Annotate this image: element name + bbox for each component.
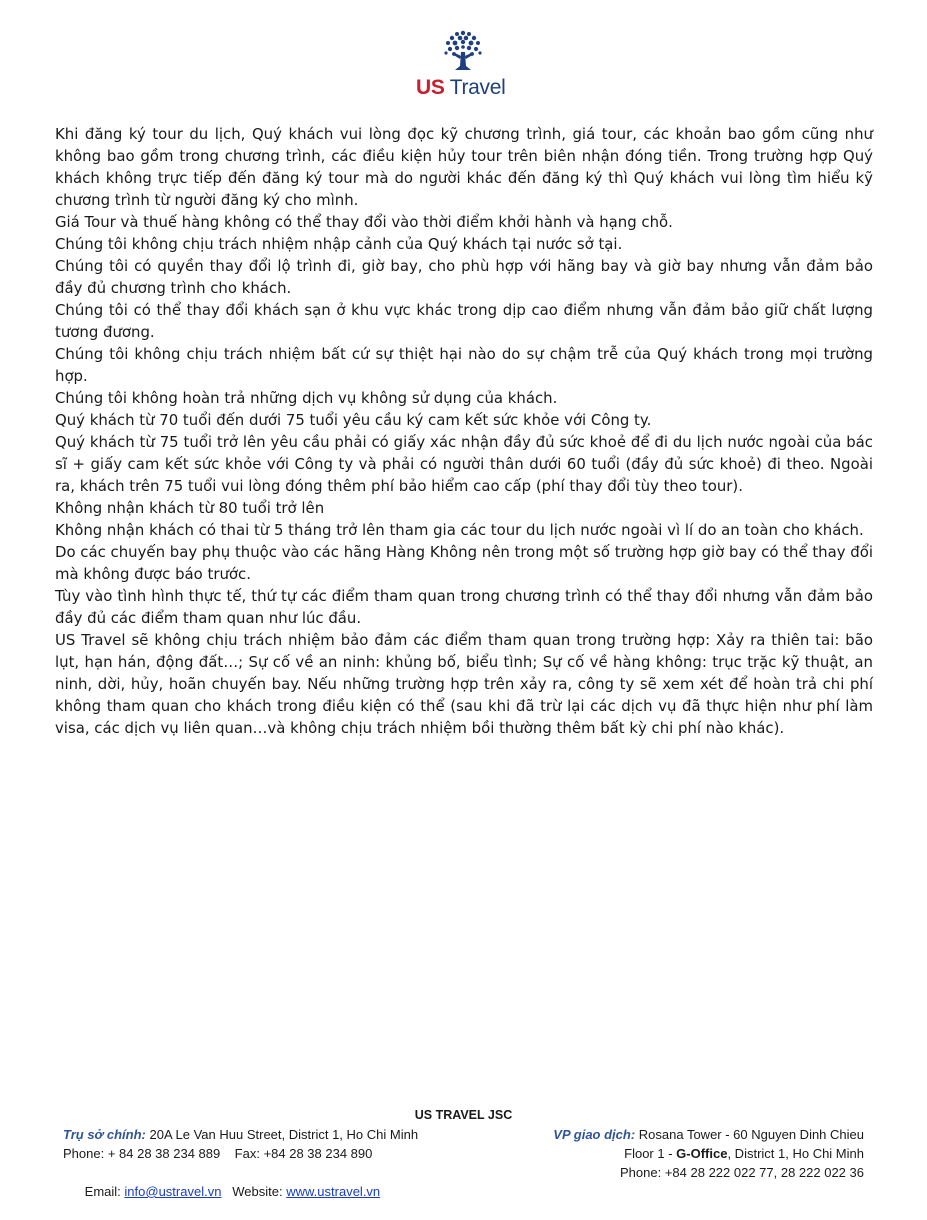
- phone-fax-line: Phone: + 84 28 38 234 889 Fax: +84 28 38 234 890: [63, 1146, 373, 1161]
- logo-wordmark: [416, 76, 506, 100]
- term-paragraph: Chúng tôi có quyền thay đổi lộ trình đi, giờ bay, cho phù hợp với hãng bay và giờ bay nhưng vẫn đảm bảo đầy đủ chương trình cho khách.: [55, 257, 873, 297]
- term-paragraph: Quý khách từ 75 tuổi trở lên yêu cầu phải có giấy xác nhận đầy đủ sức khoẻ để đi du lịch nước ngoài của bác sĩ + giấy cam kết sức khỏe với Công ty và phải có người thân dưới 60 tuổi (đầy đủ sức khoẻ) đi theo. Ngoài ra, khách trên 75 tuổi vui lòng đóng thêm phí bảo hiểm cao cấp (phí thay đổi tùy theo tour).: [55, 433, 873, 495]
- us-travel-logo: [412, 28, 522, 102]
- email-website-line: [63, 1163, 418, 1220]
- floor-line: [553, 1144, 864, 1163]
- term-paragraph: US Travel sẽ không chịu trách nhiệm bảo đảm các điểm tham quan trong trường hợp: Xảy ra thiên tai: bão lụt, hạn hán, động đất…; Sự cố về an ninh: khủng bố, biểu tình; Sự cố về hàng không: trục trặc kỹ thuật, an ninh, dời, hủy, hoãn chuyến bay. Nếu những trường hợp trên xảy ra, công ty sẽ xem xét để hoàn trả chi phí không tham quan cho khách trong điều kiện có thể (sau khi đã trừ lại các dịch vụ đã thực hiện như phí làm visa, các dịch vụ liên quan…và không chịu trách nhiệm bồi thường thêm bất kỳ chi phí nào khác).: [55, 631, 873, 737]
- logo-travel-text: Travel: [444, 76, 506, 99]
- term-paragraph: Do các chuyến bay phụ thuộc vào các hãng Hàng Không nên trong một số trường hợp giờ bay có thể thay đổi mà không được báo trước.: [55, 543, 873, 583]
- term-paragraph: Chúng tôi không chịu trách nhiệm nhập cảnh của Quý khách tại nước sở tại.: [55, 235, 623, 253]
- company-name: US TRAVEL JSC: [414, 1108, 513, 1122]
- term-paragraph: Chúng tôi không chịu trách nhiệm bất cứ sự thiệt hại nào do sự chậm trễ của Quý khách trong mọi trường hợp.: [55, 345, 873, 385]
- trading-phone-line: Phone: +84 28 222 022 77, 28 222 022 36: [620, 1165, 864, 1180]
- term-paragraph: Không nhận khách từ 80 tuổi trở lên: [55, 499, 325, 517]
- floor-prefix: Floor 1 -: [624, 1146, 677, 1161]
- website-label: Website:: [221, 1184, 287, 1199]
- head-office-line: [63, 1125, 418, 1144]
- term-paragraph: Tùy vào tình hình thực tế, thứ tự các điểm tham quan trong chương trình có thể thay đổi nhưng vẫn đảm bảo đầy đủ các điểm tham quan như lúc đầu.: [55, 587, 873, 627]
- head-office-address: 20A Le Van Huu Street, District 1, Ho Chi Minh: [145, 1127, 419, 1142]
- footer-head-office: [63, 1125, 418, 1220]
- head-office-label: Trụ sở chính:: [63, 1127, 146, 1142]
- terms-body: [55, 123, 873, 739]
- logo-us-text: US: [416, 76, 445, 99]
- term-paragraph: Chúng tôi không hoàn trả những dịch vụ không sử dụng của khách.: [55, 389, 558, 407]
- footer-trading-office: [553, 1125, 864, 1182]
- trading-office-address: Rosana Tower - 60 Nguyen Dinh Chieu: [635, 1127, 864, 1142]
- floor-name: G-Office: [676, 1146, 728, 1161]
- page-footer: [0, 1106, 927, 1199]
- trading-office-label: VP giao dịch:: [553, 1127, 636, 1142]
- term-paragraph: Quý khách từ 70 tuổi đến dưới 75 tuổi yêu cầu ký cam kết sức khỏe với Công ty.: [55, 411, 652, 429]
- term-paragraph: Không nhận khách có thai từ 5 tháng trở lên tham gia các tour du lịch nước ngoài vì lí do an toàn cho khách.: [55, 521, 864, 539]
- trading-office-line: [553, 1125, 864, 1144]
- tree-logo-icon: [440, 28, 486, 74]
- floor-suffix: , District 1, Ho Chi Minh: [727, 1146, 864, 1161]
- email-link[interactable]: info@ustravel.vn: [124, 1184, 222, 1199]
- email-label: Email:: [84, 1184, 125, 1199]
- website-link[interactable]: www.ustravel.vn: [286, 1184, 381, 1199]
- term-paragraph: Chúng tôi có thể thay đổi khách sạn ở khu vực khác trong dịp cao điểm nhưng vẫn đảm bảo giữ chất lượng tương đương.: [55, 301, 873, 341]
- term-paragraph: Giá Tour và thuế hàng không có thể thay đổi vào thời điểm khởi hành và hạng chỗ.: [55, 213, 673, 231]
- term-paragraph: Khi đăng ký tour du lịch, Quý khách vui lòng đọc kỹ chương trình, giá tour, các khoản bao gồm cũng như không bao gồm trong chương trình, các điều kiện hủy tour trên biên nhận đóng tiền. Trong trường hợp Quý khách không trực tiếp đến đăng ký tour mà do người khác đến đăng ký thì Quý khách vui lòng tìm hiểu kỹ chương trình từ người đăng ký cho mình.: [55, 125, 873, 209]
